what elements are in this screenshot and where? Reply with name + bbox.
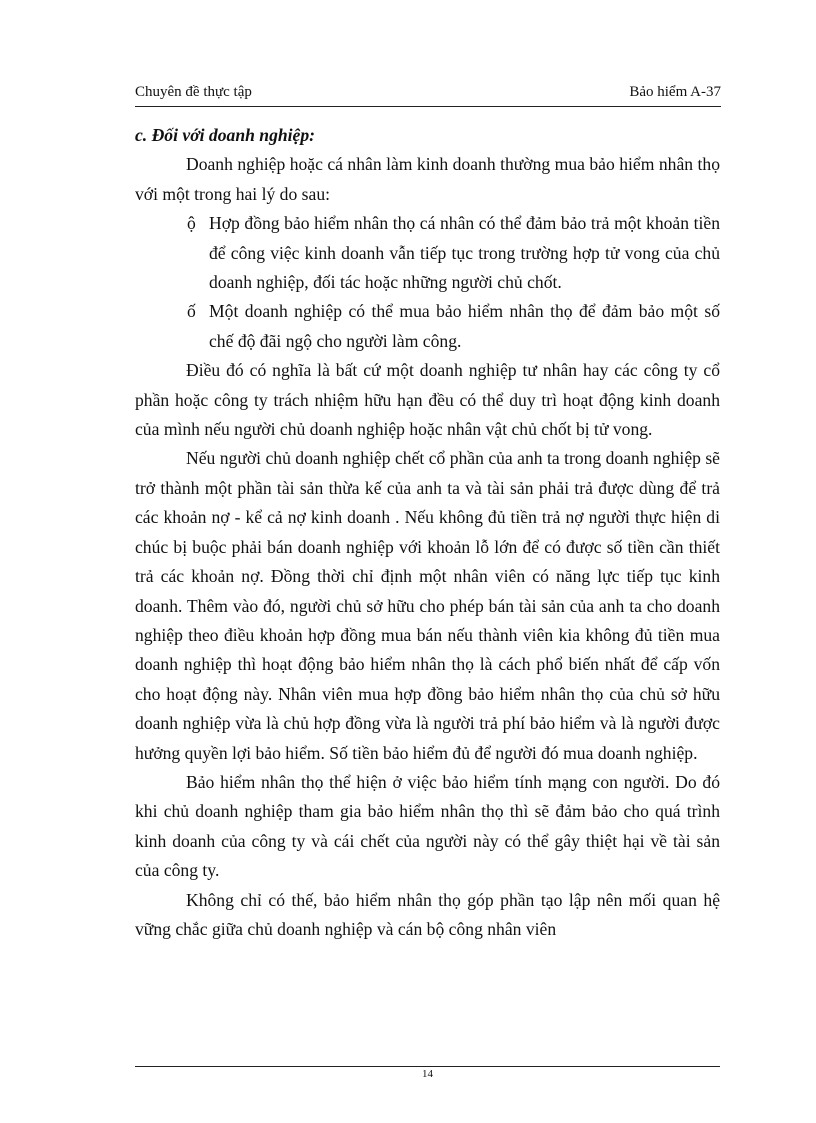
footer-divider xyxy=(135,1066,720,1067)
body-paragraph: Nếu người chủ doanh nghiệp chết cổ phần của anh ta trong doanh nghiệp sẽ trở thành một phần tài sản thừa kế của anh ta và tài sản phải trả được dùng để trả các khoản nợ - kể cả nợ kinh doanh . Nếu không đủ tiền trả nợ người thực hiện di chúc bị buộc phải bán doanh nghiệp với khoản lỗ lớn để có được số tiền cần thiết trả các khoản nợ. Đồng thời chỉ định một nhân viên có năng lực tiếp tục kinh doanh. Thêm vào đó, người chủ sở hữu cho phép bán tài sản của anh ta cho doanh nghiệp theo điều khoản hợp đồng mua bán nếu thành viên kia không đủ tiền mua doanh nghiệp thì hoạt động bảo hiểm nhân thọ là cách phổ biến nhất để cấp vốn cho hoạt động này. Nhân viên mua hợp đồng bảo hiểm nhân thọ của chủ sở hữu doanh nghiệp vừa là chủ hợp đồng vừa là người trả phí bảo hiểm và là người được hưởng quyền lợi bảo hiểm. Số tiền bảo hiểm đủ để người đó mua doanh nghiệp. xyxy=(135,448,720,763)
page-body xyxy=(135,121,720,944)
bullet-text: Một doanh nghiệp có thể mua bảo hiểm nhân thọ để đảm bảo một số chế độ đãi ngộ cho người làm công. xyxy=(209,301,720,351)
header-divider xyxy=(135,106,721,107)
section-heading: c. Đối với doanh nghiệp: xyxy=(135,125,316,145)
body-paragraph: Điều đó có nghĩa là bất cứ một doanh nghiệp tư nhân hay các công ty cổ phần hoặc công ty trách nhiệm hữu hạn đều có thể duy trì hoạt động kinh doanh của mình nếu người chủ doanh nghiệp hoặc nhân vật chủ chốt bị tử vong. xyxy=(135,360,720,440)
page-number: 14 xyxy=(422,1068,433,1080)
bullet-item xyxy=(135,209,720,297)
bullet-marker: ộ xyxy=(187,213,196,234)
intro-paragraph: Doanh nghiệp hoặc cá nhân làm kinh doanh thường mua bảo hiểm nhân thọ với một trong hai lý do sau: xyxy=(135,154,720,204)
bullet-marker: ố xyxy=(187,301,196,322)
header-document-title: Chuyên đề thực tập xyxy=(135,84,252,100)
bullet-text: Hợp đồng bảo hiểm nhân thọ cá nhân có thể đảm bảo trả một khoản tiền để công việc kinh doanh vẫn tiếp tục trong trường hợp tử vong của chủ doanh nghiệp, đối tác hoặc những người chủ chốt. xyxy=(209,213,720,293)
body-paragraph: Bảo hiểm nhân thọ thể hiện ở việc bảo hiểm tính mạng con người. Do đó khi chủ doanh nghiệp tham gia bảo hiểm nhân thọ thì sẽ đảm bảo cho quá trình kinh doanh của công ty và cái chết của người này có thể gây thiệt hại về tài sản của công ty. xyxy=(135,771,720,881)
bullet-item xyxy=(135,297,720,356)
header-course-code: Bảo hiểm A-37 xyxy=(629,84,721,100)
page-header xyxy=(135,84,721,106)
body-paragraph: Không chỉ có thế, bảo hiểm nhân thọ góp phần tạo lập nên mối quan hệ vững chắc giữa chủ doanh nghiệp và cán bộ công nhân viên xyxy=(135,889,720,939)
